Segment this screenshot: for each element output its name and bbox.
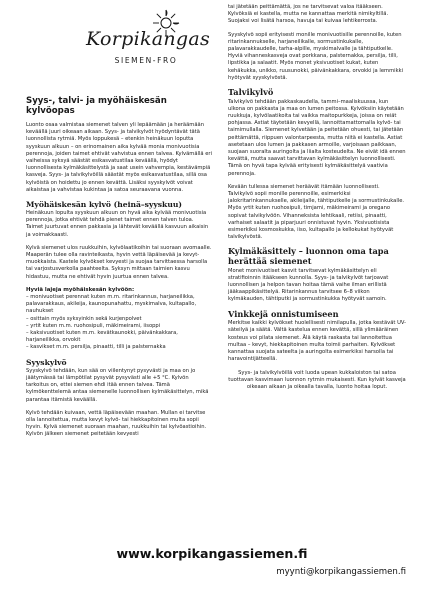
heading-winter-sowing: Talvikylvö xyxy=(228,87,274,98)
heading-autumn-sowing: Syyskylvö xyxy=(26,357,67,367)
cold-treatment-paragraph: Monet monivuotiset kasvit tarvitsevat kylmäkäsittelyn eli stratifioinnin itääkseen kunnolla. Syys- ja talvikylvöt tarjoavat luonnollisen ja helpon tavan hoitaa tämä vaihe ilman erillistä jääkaappikäsittelyä. Ritarinkannus tarvitsee 6–8 viikon kylmäkauden, tähtiputki ja sormustinkukka hyötyvät samoin. xyxy=(228,267,389,303)
autumn-paragraph-1: Syyskylvö tehdään, kun sää on viilentynyt pysyvästi ja maa on jo jäätymässä tai lämpötilat pysyvät pysyvästi alle +5 °C. Kylvön tarkoitus on, ettei siemen ehdi itää ennen talvea. Tämä kylmökenttelemä antaa siemenelle luonnollisen kylmäkäsittelyn, mikä parantaa itämistä keväällä. xyxy=(26,367,209,403)
winter-paragraph-1: Talvikylvö tehdään pakkaskaudella, tammi–maaliskuussa, kun ulkona on pakkasta ja maa on lumen peitossa. Kylvöksiin käytetään ruukkuja, kylvölaatikoita tai vaikka maitopurkkeja, joissa on reiät pohjassa. Astiat täytetään kevyellä, lannoittamattomalla kylvö- tai taimimullalla. Siemenet kylvetään ja peitetään ohuesti, tai jätetään peittämättä, riippuen valontarpeesta, mutta niitä ei kastella. Astiat asetetaan ulos lumen ja pakkasen armoille, varjoisaan paikkaan, suojaan suoralta auringolta ja liialta kosteudelta. Ne eivät idä ennen kevättä, mutta saavat tarvittavan kylmäkäsittelyn luonnollisesti. Tämä on hyvä tapa kylvää erityisesti kylmäkäsittelyä vaativia perennoja. xyxy=(228,98,406,177)
tips-paragraph: Merkitse kaikki kylvökset huolellisesti nimilapulla, jotka kestävät UV-säteilyä ja säätä. Vältä kastelua ennen kevättä, sillä ylimääräinen kosteus voi pilata siemenet. Älä käytä raskasta tai lannoitettua multaa – kevyt, hiekkapitoinen multa toimii parhaiten. Kylvökset kannattaa suojata sateelta ja auringolta esimerkiksi harsolla tai haravointijätteellä. xyxy=(228,320,406,363)
heading-late-summer: Myöhäiskesän kylvö (heinä–syyskuu) xyxy=(26,200,182,210)
late-summer-paragraph-2: Kylvä siemenet ulos ruukkuihin, kylvölaatikoihin tai suoraan avomaalle. Maaperän tulee olla ravinteikasta, hyvin vettä läpäisevää ja kevytmuokkaista. Kastele kylvökset kevyesti ja suojaa tarvittaessa harsolla tai varjostusverkolla paahteelta. Syksyn mittaan taimien kasvu hidastuu, mutta ne ehtivät hyvin juurtua ennen talvea. xyxy=(26,244,212,280)
closing-paragraph: Syys- ja talvikylvöillä voit luoda upean kukkaloiston tai satoa tuottavan kasvimaan luonnon rytmin mukaisesti. Kun kylvät kasveja oikeaan aikaan ja oikealla tavalla, luonto hoitaa loput. xyxy=(228,369,406,390)
autumn-continued-paragraph: tai jätetään peittämättä, jos ne tarvitsevat valoa itääkseen. Kylvöksiä ei kastella, mutta ne kannattaa merkitä nimikyltillä. Suojaksi voi lisätä harsoa, havuja tai kuivaa lehtikerrosta. xyxy=(228,4,389,25)
website-link[interactable]: www.korpikangassiemen.fi xyxy=(116,546,308,561)
late-summer-paragraph-1: Heinäkuun lopulta syyskuun alkuun on hyvä aika kylvää monivuotisia perennoja, jotka ehtivät tehdä pienet taimet ennen talven tuloa. Taimet juurtuvat ennen pakkasia ja lähtevät keväällä kasvuun aikaisin ja voimakkaasti. xyxy=(26,210,209,238)
autumn-paragraph-2: Kylvö tehdään kuivaan, vettä läpäisevään maahan. Mullan ei tarvitse olla lannoitettua, mutta kevyt kylvö- tai hiekkapitoinen multa sopii hyvin. Kylvä siemenet suoraan maahan, ruukkuihin tai kylvöastioihin. Kylvön jälkeen siemenet peitetään kevyesti xyxy=(26,409,207,438)
brand-logo xyxy=(86,8,211,72)
heading-cold-treatment: Kylmäkäsittely – luonnon oma tapa herättää siemenet xyxy=(228,246,389,267)
logo-subtitle: SIEMEN-FRO xyxy=(114,56,178,65)
intro-paragraph: Luonto osaa valmistaa siemenet talven yli lepäämään ja heräämään keväällä juuri oikeaan aikaan. Syys- ja talvikylvöt hyödyntävät tätä luonnollista rytmiä. Myös loppukesä – etenkin heinäkuun loputta syyskuun alkuun – on erinomainen aika kylvää monia monivuotisia perennoja, joiden taimet ehtivät vahvistua ennen talvea. Kylvämällä eri vaiheissa syksyä säästät esikasvatustilaa keväällä, hyödyt luonnollisesta kylmäkäsittelystä ja saat usein vahvempia, kestävämpiä kasveja. Syys- ja talvikylvöillä säästät myös esikasvatustilaa, sillä osa kylvöistä on hoidettu jo ennen kevättä. Lisäksi syyskylvöt voivat aikaistaa ja vahvistaa kukintaa ja satoa seuraavana vuonna. xyxy=(26,122,212,193)
heading-suitable-plants: Hyviä lajeja myöhäiskesän kylvöön: xyxy=(26,286,135,293)
winter-paragraph-2: Kevään tullessa siemenet heräävät itämään luonnollisesti. Talvikylvö sopii monille perennoille, esimerkiksi jalokritarinkannukselle, akileijalle, tähtiputkelle ja sormustinkukalle. Myös yrtit kuten ruohosipuli, timjami, mäkimeirami ja oregano sopivat talvikylvöön. Vihanneksista lehtikaali, retiisi, pinaatti, varhaiset salaatit ja piparjuuri onnistuvat hyvin. Yksivuotisista esimerkiksi kosmoskukka, iiso, kultapallo ja kellokukat hyötyvät talvikylvöstä. xyxy=(228,183,405,241)
left-column xyxy=(26,96,212,445)
autumn-suitable-paragraph: Syyskylvö sopii erityisesti monille monivuotisille perennoille, kuten ritarinkannukselle, harjaneilikalle, sormustinkukalle, palavarakkaudelle, tarha-alpille, myskimalvalle ja tähtiputkelle. Hyviä vihanneskasveja ovat porkkana, palsternakka, persilja, tilli, lipstikka ja salaatit. Myös monet yksivuotiset kukat, kuten kehäkukka, unikko, ruusunokki, päivänkakkara, orvokki ja lemmikki hyötyvät syyskylvöstä. xyxy=(228,31,404,81)
logo-wordmark: Korpikangas xyxy=(86,28,211,50)
suitable-plants-list: – monivuotiset perennat kuten m.m. ritarinkannus, harjaneilikka, palavarakkaus, akileija, kaunopunahattu, myskimalva, kultapallo, nauhukset – osittain myös syksyinkin sekä kurjenpolvet – yrtit kuten m.m. ruohosipuli, mäkimeirami, iisoppi – kaksivuotiset kuten m.m. kevätkaunokki, päivänkakkara, harjaneilikka, orvokit – kasvikset m.m. persilja, pinaatti, tilli ja palsternakka xyxy=(26,294,197,351)
heading-tips: Vinkkejä onnistumiseen xyxy=(228,308,339,319)
right-column xyxy=(228,4,406,397)
page-title: Syys-, talvi- ja myöhäiskesän kylvöopas xyxy=(26,96,167,116)
email-link[interactable]: myynti@korpikangassiemen.fi xyxy=(276,567,406,577)
